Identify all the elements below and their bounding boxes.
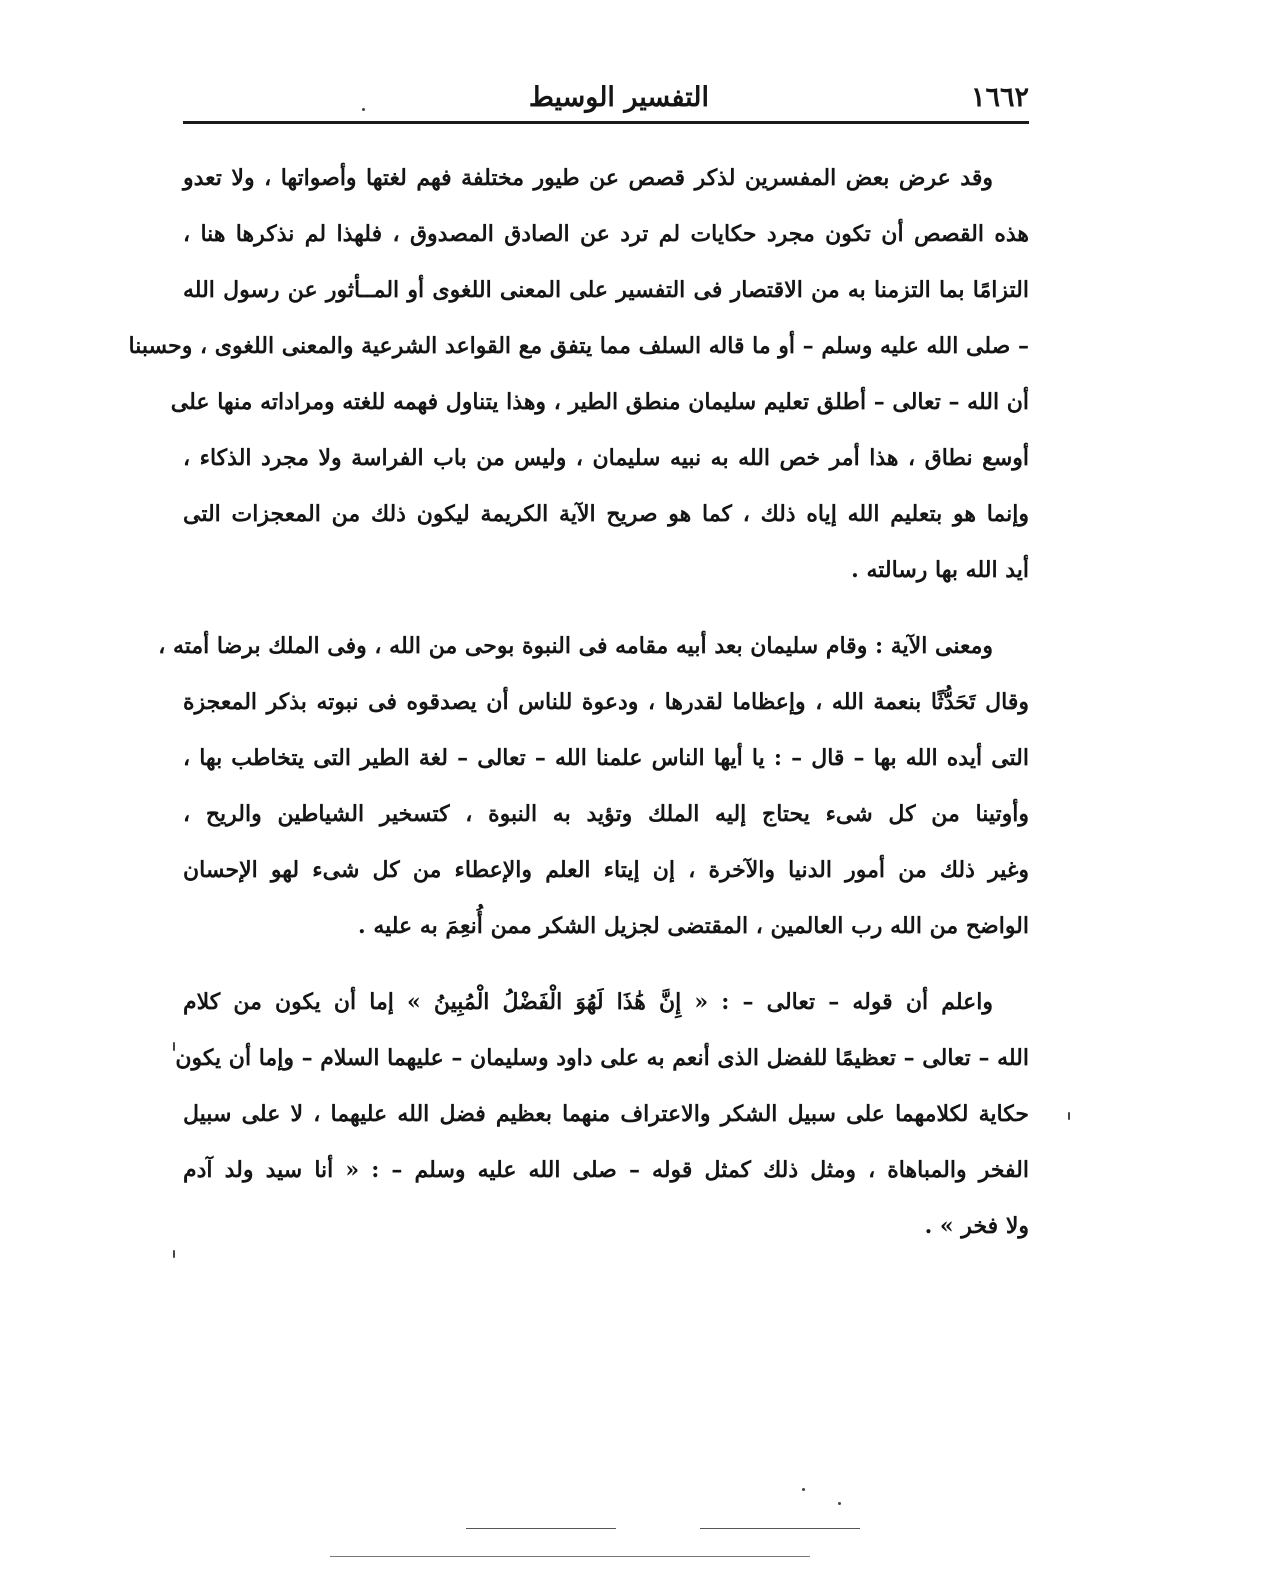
text-line: واعلم أن قوله – تعالى – : « إِنَّ هَٰذَا لَهُوَ الْفَضْلُ الْمُبِينُ » إما أن يكون من كلام — [183, 989, 993, 1015]
header-rule — [183, 121, 1029, 124]
body-text — [128, 150, 1029, 1274]
text-line: وأوتينا من كل شىء يحتاج إليه الملك وتؤيد به النبوة ، كتسخير الشياطين والريح ، — [183, 801, 1029, 827]
text-line: وغير ذلك من أمور الدنيا والآخرة ، إن إيتاء العلم والإعطاء من كل شىء لهو الإحسان — [183, 857, 1029, 883]
text-line: وإنما هو بتعليم الله إياه ذلك ، كما هو صريح الآية الكريمة ليكون ذلك من المعجزات التى — [183, 501, 1029, 527]
scan-speck — [1068, 1112, 1070, 1120]
text-line: التزامًا بما التزمنا به من الاقتصار فى التفسير على المعنى اللغوى أو المــأثور عن رسول الله — [183, 277, 1029, 303]
text-line: ولا فخر » . — [924, 1213, 1029, 1239]
text-line: التى أيده الله بها – قال – : يا أيها الناس علمنا الله – تعالى – لغة الطير التى يتخاطب بها ، — [183, 745, 1029, 771]
footer-rule — [330, 1556, 810, 1557]
running-title: التفسير الوسيط — [528, 82, 709, 113]
scan-speck — [173, 1250, 175, 1258]
paragraph-1 — [128, 150, 1029, 598]
paragraph-2 — [158, 618, 1029, 954]
paragraph-3 — [175, 974, 1029, 1254]
footer-rule — [466, 1528, 616, 1529]
text-line: ومعنى الآية : وقام سليمان بعد أبيه مقامه فى النبوة بوحى من الله ، وفى الملك برضا أمته ، — [158, 633, 993, 659]
scan-speck — [802, 1488, 805, 1491]
text-line: الفخر والمباهاة ، ومثل ذلك كمثل قوله – صلى الله عليه وسلم – : « أنا سيد ولد آدم — [183, 1157, 1029, 1183]
text-line: الواضح من الله رب العالمين ، المقتضى لجزيل الشكر ممن أُنعِمَ به عليه . — [358, 913, 1029, 939]
text-line: هذه القصص أن تكون مجرد حكايات لم ترد عن الصادق المصدوق ، فلهذا لم نذكرها هنا ، — [183, 221, 1029, 247]
page-header — [183, 82, 1029, 118]
page-number: ١٦٦٢ — [970, 82, 1029, 113]
scan-speck — [838, 1502, 841, 1505]
text-line: الله – تعالى – تعظيمًا للفضل الذى أنعم به على داود وسليمان – عليهما السلام – وإما أن يكون — [175, 1045, 1029, 1071]
text-line: – صلى الله عليه وسلم – أو ما قاله السلف مما يتفق مع القواعد الشرعية والمعنى اللغوى ، وحسبنا — [128, 333, 1029, 359]
text-line: وقال تَحَدُّثًا بنعمة الله ، وإعظاما لقدرها ، ودعوة للناس أن يصدقوه فى نبوته بذكر المعجزة — [183, 689, 1029, 715]
text-line: وقد عرض بعض المفسرين لذكر قصص عن طيور مختلفة فهم لغتها وأصواتها ، ولا تعدو — [183, 165, 993, 191]
text-line: أيد الله بها رسالته . — [851, 557, 1029, 583]
text-line: أن الله – تعالى – أطلق تعليم سليمان منطق الطير ، وهذا يتناول فهمه للغته ومراداته منها على — [170, 389, 1029, 415]
text-line: حكاية لكلامهما على سبيل الشكر والاعتراف منهما بعظيم فضل الله عليهما ، لا على سبيل — [183, 1101, 1029, 1127]
scan-speck — [362, 108, 365, 111]
scan-speck — [173, 1042, 175, 1051]
text-line: أوسع نطاق ، هذا أمر خص الله به نبيه سليمان ، وليس من باب الفراسة ولا مجرد الذكاء ، — [183, 445, 1029, 471]
footer-rule — [700, 1528, 860, 1529]
